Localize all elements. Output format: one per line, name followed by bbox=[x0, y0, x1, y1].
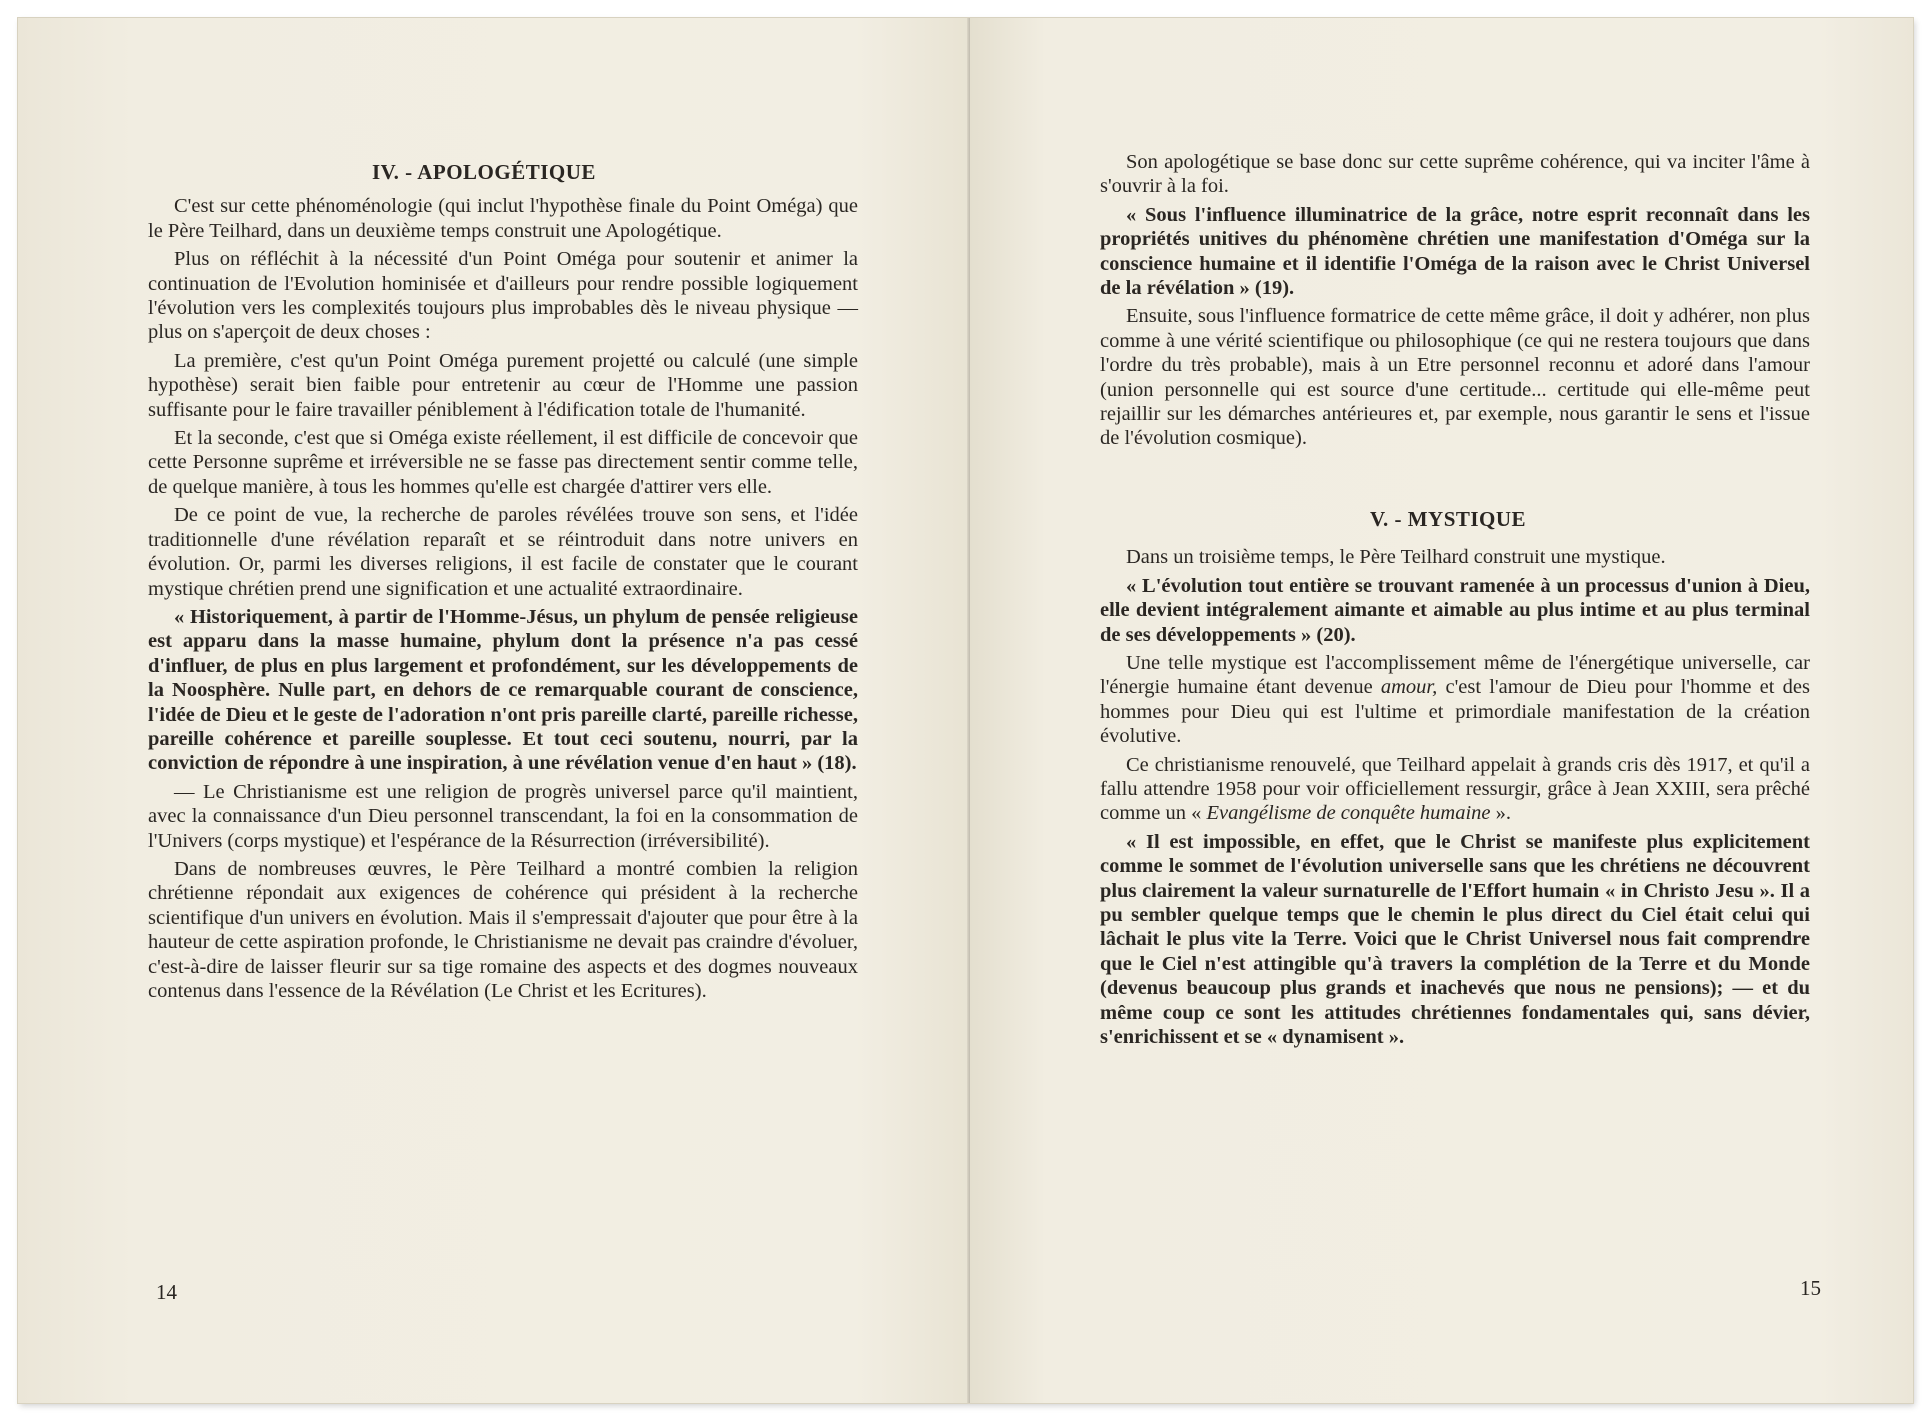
paragraph: C'est sur cette phénoménologie (qui inclut l'hypothèse finale du Point Oméga) que le Père Teilhard, dans un deuxième temps construit une Apologétique. bbox=[148, 195, 858, 242]
book-spread bbox=[18, 18, 1913, 1403]
emphasis-amour: amour, bbox=[1380, 676, 1438, 699]
paragraph: — Le Christianisme est une religion de progrès universel parce qu'il maintient, avec la connaissance d'un Dieu personnel transcendant, la foi en la consommation de l'Univers (corps mystique) et l'espérance de la Résurrection (irréversibilité). bbox=[148, 780, 858, 852]
text-run: c'est l'amour de Dieu pour l'homme et des hommes pour Dieu qui est l'ultime et primordiale manifestation de la création évolutive. bbox=[1100, 676, 1810, 748]
left-text-column bbox=[148, 160, 858, 1007]
left-page bbox=[18, 18, 970, 1403]
paragraph: Dans un troisième temps, le Père Teilhard construit une mystique. bbox=[1126, 546, 1666, 569]
paragraph: La première, c'est qu'un Point Oméga purement projetté ou calculé (une simple hypothèse) serait bien faible pour entretenir au cœur de l'Homme une passion suffisante pour le faire travailler péniblement à l'édification totale de l'humanité. bbox=[148, 349, 858, 421]
paragraph bbox=[1100, 651, 1810, 749]
emphasis-evangelisme: Evangélisme de conquête humaine bbox=[1206, 802, 1491, 825]
paragraph: Et la seconde, c'est que si Oméga existe réellement, il est difficile de concevoir que cette Personne suprême et irréversible ne se fasse pas directement sentir comme telle, de quelque manière, à tous les hommes qu'elle est chargée d'attirer vers elle. bbox=[148, 427, 858, 498]
quotation-paragraph: « L'évolution tout entière se trouvant ramenée à un processus d'union à Dieu, elle devient intégralement aimante et aimable au plus intime et au plus terminal de ses développements » (20). bbox=[1100, 574, 1810, 646]
right-page bbox=[970, 18, 1913, 1403]
page-number-left: 14 bbox=[156, 1280, 177, 1304]
paragraph: Plus on réfléchit à la nécessité d'un Point Oméga pour soutenir et animer la continuation de l'Evolution hominisée et d'ailleurs pour rendre possible logiquement l'évolution vers les complexités toujours plus improbables dès le niveau physique — plus on s'aperçoit de deux choses : bbox=[148, 248, 858, 344]
section-heading-apologetique: IV. - APOLOGÉTIQUE bbox=[372, 160, 596, 184]
paragraph bbox=[1100, 753, 1810, 826]
quotation-paragraph: « Sous l'influence illuminatrice de la grâce, notre esprit reconnaît dans les propriétés unitives du phénomène chrétien une manifestation d'Oméga sur la conscience humaine et il identifie l'Oméga de la raison avec le Christ Universel de la révélation » (19). bbox=[1100, 203, 1810, 300]
page-number-right: 15 bbox=[1800, 1276, 1821, 1300]
text-run: ». bbox=[1490, 802, 1512, 825]
paragraph: Ensuite, sous l'influence formatrice de cette même grâce, il doit y adhérer, non plus comme à une vérité scientifique ou philosophique (ce qui ne restera toujours que dans l'ordre du très probable), mais à un Etre personnel reconnu et adoré dans l'amour (union personnelle qui est source d'une certitude... certitude qui elle-même peut rejaillir sur les démarches antérieures et, par exemple, nous garantir le sens et l'issue de l'évolution cosmique). bbox=[1100, 305, 1810, 450]
quotation-paragraph: « Il est impossible, en effet, que le Christ se manifeste plus explicitement comme le sommet de l'évolution universelle sans que les chrétiens ne découvrent plus clairement la valeur surnaturelle de l'Effort humain « in Christo Jesu ». Il a pu sembler quelque temps que le chemin le plus direct du Ciel était celui qui lâchait le plus vite la Terre. Voici que le Christ Universel nous fait comprendre que le Ciel n'est attingible qu'à travers la complétion de la Terre et du Monde (devenus beaucoup plus grands et inachevés que nous ne pensions); — et du même coup ce sont les attitudes chrétiennes fondamentales qui, sans dévier, s'enrichissent et se « dynamisent ». bbox=[1100, 830, 1810, 1048]
paragraph: De ce point de vue, la recherche de paroles révélées trouve son sens, et l'idée traditionnelle d'une révélation reparaît et se réintroduit dans notre univers en évolution. Or, parmi les diverses religions, il est facile de constater que le courant mystique chrétien prend une signification et une actualité extraordinaire. bbox=[148, 504, 858, 600]
quotation-paragraph: « Historiquement, à partir de l'Homme-Jésus, un phylum de pensée religieuse est apparu dans la masse humaine, phylum dont la présence n'a pas cessé d'influer, de plus en plus largement et profondément, sur les développements de la Noosphère. Nulle part, en dehors de ce remarquable courant de conscience, l'idée de Dieu et le geste de l'adoration n'ont pris pareille clarté, pareille richesse, pareille cohérence et pareille souplesse. Et tout ceci soutenu, nourri, par la conviction de répondre à une inspiration, à une révélation venue d'en haut » (18). bbox=[148, 605, 858, 775]
right-text-column bbox=[1100, 150, 1810, 1053]
paragraph: Dans de nombreuses œuvres, le Père Teilhard a montré combien la religion chrétienne répondait aux exigences de cohérence qui président à la recherche scientifique d'un univers en évolution. Mais il s'empressait d'ajouter que pour être à la hauteur de cette aspiration profonde, le Christianisme ne devait pas craindre d'évoluer, c'est-à-dire de laisser fleurir sur sa tige romaine des aspects et des dogmes nouveaux contenus dans l'essence de la Révélation (Le Christ et les Ecritures). bbox=[148, 857, 858, 1002]
paragraph: Son apologétique se base donc sur cette suprême cohérence, qui va inciter l'âme à s'ouvrir à la foi. bbox=[1100, 151, 1810, 198]
text-run: Une telle mystique est l'accomplissement même de l'énergétique universelle, car l'énergie humaine étant devenue bbox=[1100, 651, 1810, 699]
section-heading-mystique: V. - MYSTIQUE bbox=[1370, 506, 1527, 531]
text-run: Ce christianisme renouvelé, que Teilhard appelait à grands cris dès 1917, et qu'il a fallu attendre 1958 pour voir officiellement ressurgir, grâce à Jean XXIII, sera prêché comme un « bbox=[1100, 753, 1810, 825]
